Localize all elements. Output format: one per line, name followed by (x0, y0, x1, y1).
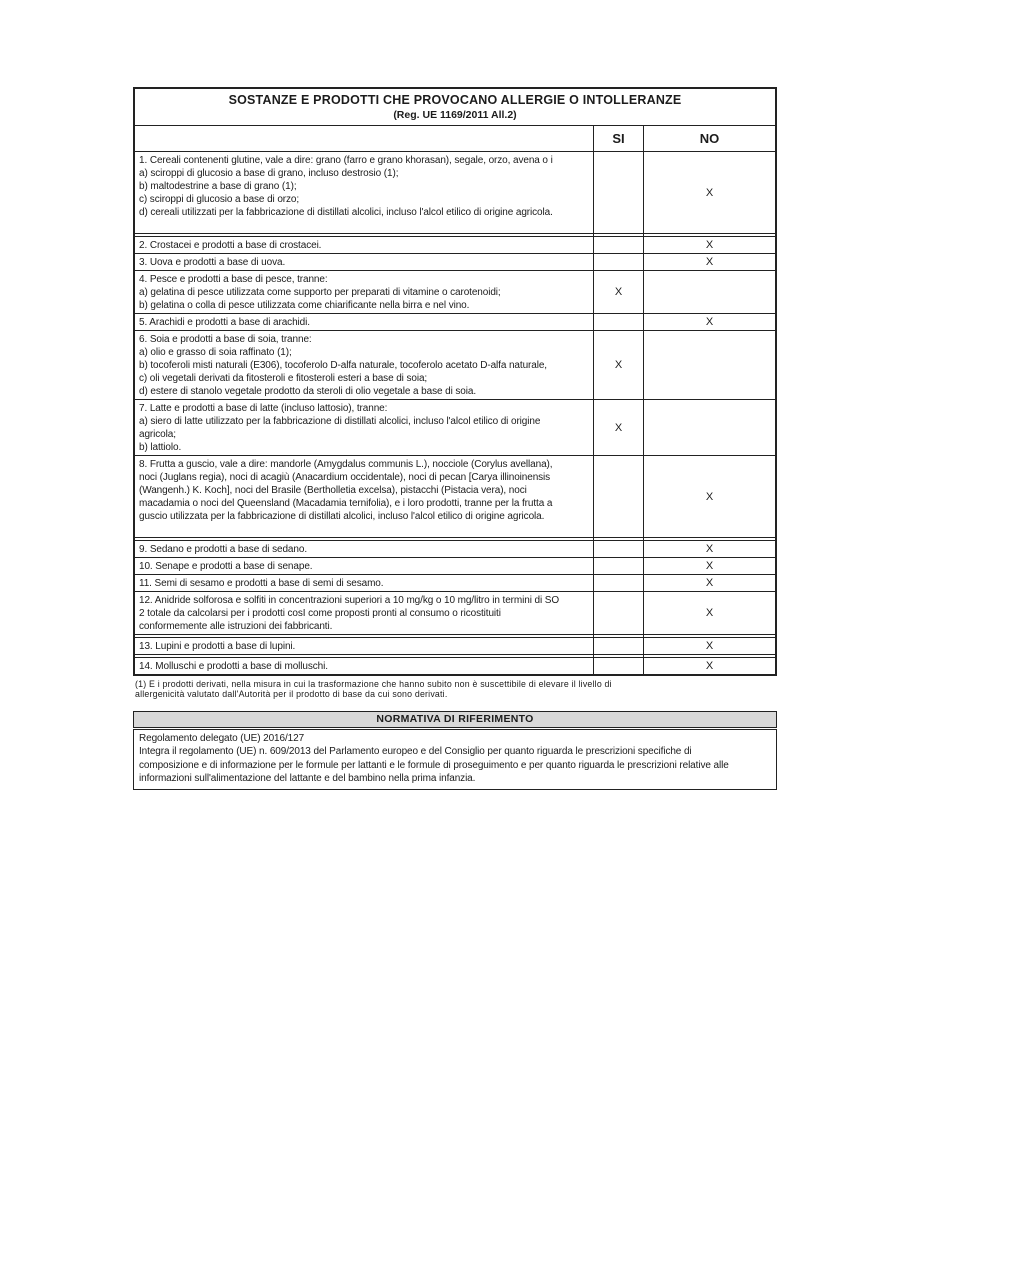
substance-cell (135, 237, 594, 253)
si-mark-cell (594, 254, 644, 270)
column-header-no: NO (699, 131, 720, 146)
substance-cell (135, 456, 594, 537)
substance-line (139, 219, 589, 232)
spacer-no-cell (644, 655, 775, 657)
substance-line: 12. Anidride solforosa e solfiti in concentrazioni superiori a 10 mg/kg o 10 mg/litro in termini di SO (139, 595, 560, 606)
table-row (135, 575, 775, 592)
si-mark-cell (594, 314, 644, 330)
table-body (135, 152, 775, 674)
substance-cell (135, 152, 594, 233)
normativa-section (133, 711, 777, 791)
substance-line: 9. Sedano e prodotti a base di sedano. (139, 544, 307, 555)
substance-line: 5. Arachidi e prodotti a base di arachidi. (139, 317, 310, 328)
substance-line: a) olio e grasso di soia raffinato (1); (139, 347, 292, 358)
column-header-substance (135, 126, 594, 151)
substance-cell (135, 400, 594, 455)
substance-cell (135, 658, 594, 674)
substance-line: 2. Crostacei e prodotti a base di crostacei. (139, 240, 322, 251)
no-mark-cell: X (705, 660, 714, 672)
substance-cell (135, 575, 594, 591)
normativa-line: Regolamento delegato (UE) 2016/127 (139, 732, 305, 744)
si-mark-cell (594, 541, 644, 557)
document-page (133, 87, 777, 790)
substance-line: b) tocoferoli misti naturali (E306), tocoferolo D-alfa naturale, tocoferolo acetato D-alfa naturale, (139, 360, 547, 371)
substance-cell (135, 638, 594, 654)
no-mark-cell: X (705, 186, 714, 199)
table-row (135, 237, 775, 254)
substance-line: 7. Latte e prodotti a base di latte (incluso lattosio), tranne: (139, 403, 388, 414)
substance-line: macadamia o noci del Queensland (Macadamia ternifolia), e i loro prodotti, tranne per la frutta a (139, 498, 553, 509)
normativa-line: Integra il regolamento (UE) n. 609/2013 del Parlamento europeo e del Consiglio per quanto riguarda le prescrizioni specifiche di (139, 746, 692, 758)
spacer-si-cell (594, 635, 644, 637)
column-header-si: SI (594, 126, 644, 151)
substance-line: a) gelatina di pesce utilizzata come supporto per preparati di vitamine o carotenoidi; (139, 287, 501, 298)
si-mark-cell: X (594, 271, 644, 313)
substance-line: b) lattiolo. (139, 442, 182, 453)
si-mark-cell (594, 237, 644, 253)
spacer-no-cell (644, 635, 775, 637)
no-mark-cell: X (705, 256, 714, 268)
normativa-title: NORMATIVA DI RIFERIMENTO (133, 711, 777, 728)
table-title-block (135, 89, 775, 126)
no-mark-cell (644, 271, 775, 313)
substance-line: c) oli vegetali derivati da fitosteroli e fitosteroli esteri a base di soia; (139, 373, 428, 384)
substance-line: d) estere di stanolo vegetale prodotto da steroli di olio vegetale a base di soia. (139, 386, 477, 397)
normativa-line: composizione e di informazione per le formule per lattanti e le formule di proseguimento e per quanto riguarda le prescrizioni relative alle (139, 759, 729, 771)
footnote-line: allergenicità valutato dall'Autorità per il prodotto di base da cui sono derivati. (135, 689, 448, 700)
si-mark-cell (594, 152, 644, 233)
no-mark-cell: X (705, 607, 714, 619)
substance-line: a) sciroppi di glucosio a base di grano, incluso destrosio (1); (139, 168, 399, 179)
table-row (135, 271, 775, 314)
si-mark-cell (594, 638, 644, 654)
substance-line: b) maltodestrine a base di grano (1); (139, 181, 297, 192)
substance-line: guscio utilizzata per la fabbricazione di distillati alcolici, incluso l'alcol etilico di origine agricola. (139, 511, 545, 522)
substance-line: 6. Soia e prodotti a base di soia, tranne: (139, 334, 312, 345)
table-row (135, 456, 775, 538)
substance-cell (135, 558, 594, 574)
substance-line: conformemente alle istruzioni dei fabbricanti. (139, 621, 333, 632)
normativa-line: informazioni sull'alimentazione del lattante e del bambino nella prima infanzia. (139, 773, 476, 785)
no-mark-cell: X (705, 640, 714, 652)
table-row (135, 592, 775, 635)
table-row (135, 400, 775, 456)
footnote-line: (1) E i prodotti derivati, nella misura in cui la trasformazione che hanno subito non è suscettibile di elevare il livello di (135, 679, 612, 689)
footnote (133, 679, 777, 700)
table-row (135, 658, 775, 674)
substance-line: 10. Senape e prodotti a base di senape. (139, 561, 313, 572)
si-mark-cell (594, 456, 644, 537)
substance-line: (Wangenh.) K. Koch], noci del Brasile (Bertholletia excelsa), pistacchi (Pistacia vera), noci (139, 485, 527, 496)
table-row (135, 541, 775, 558)
substance-line: 14. Molluschi e prodotti a base di molluschi. (139, 661, 328, 672)
spacer-no-cell (644, 234, 775, 236)
si-mark-cell: X (594, 400, 644, 455)
si-mark-cell (594, 592, 644, 634)
substance-cell (135, 592, 594, 634)
no-mark-cell: X (705, 239, 714, 251)
substance-cell (135, 541, 594, 557)
table-row (135, 331, 775, 400)
table-row (135, 152, 775, 234)
substance-cell (135, 331, 594, 399)
table-title: SOSTANZE E PRODOTTI CHE PROVOCANO ALLERGIE O INTOLLERANZE (228, 93, 682, 107)
no-mark-cell: X (705, 316, 714, 328)
substance-line: agricola; (139, 429, 176, 440)
no-mark-cell: X (705, 543, 714, 555)
spacer-si-cell (594, 655, 644, 657)
table-row (135, 638, 775, 655)
si-mark-cell (594, 558, 644, 574)
substance-line: b) gelatina o colla di pesce utilizzata come chiarificante nella birra e nel vino. (139, 300, 470, 311)
table-header-row (135, 126, 775, 152)
table-row (135, 558, 775, 575)
spacer-si-cell (594, 538, 644, 540)
substance-line: d) cereali utilizzati per la fabbricazione di distillati alcolici, incluso l'alcol etilico di origine agricola. (139, 207, 553, 218)
substance-line (139, 523, 589, 536)
substance-line: a) siero di latte utilizzato per la fabbricazione di distillati alcolici, incluso l'alcol etilico di origine (139, 416, 541, 427)
substance-line: 11. Semi di sesamo e prodotti a base di semi di sesamo. (139, 578, 384, 589)
no-mark-cell: X (705, 560, 714, 572)
si-mark-cell (594, 575, 644, 591)
substance-cell (135, 271, 594, 313)
substance-cell (135, 254, 594, 270)
no-mark-cell: X (705, 490, 714, 503)
table-subtitle: (Reg. UE 1169/2011 All.2) (393, 109, 517, 121)
substance-line: 13. Lupini e prodotti a base di lupini. (139, 641, 296, 652)
table-row (135, 314, 775, 331)
si-mark-cell (594, 658, 644, 674)
spacer-si-cell (594, 234, 644, 236)
substance-line: 1. Cereali contenenti glutine, vale a dire: grano (farro e grano khorasan), segale, orzo, avena o i (139, 155, 553, 166)
si-mark-cell: X (594, 331, 644, 399)
no-mark-cell (644, 331, 775, 399)
substance-line: 4. Pesce e prodotti a base di pesce, tranne: (139, 274, 328, 285)
table-row (135, 254, 775, 271)
no-mark-cell: X (705, 577, 714, 589)
substance-line: 8. Frutta a guscio, vale a dire: mandorle (Amygdalus communis L.), nocciole (Corylus avellana), (139, 459, 553, 470)
spacer-no-cell (644, 538, 775, 540)
substance-line: c) sciroppi di glucosio a base di orzo; (139, 194, 300, 205)
substance-line: 3. Uova e prodotti a base di uova. (139, 257, 286, 268)
normativa-body (133, 729, 777, 791)
no-mark-cell (644, 400, 775, 455)
substance-cell (135, 314, 594, 330)
allergen-table (133, 87, 777, 676)
substance-line: noci (Juglans regia), noci di acagiù (Anacardium occidentale), noci di pecan [Carya illinoinensis (139, 472, 551, 483)
substance-line: 2 totale da calcolarsi per i prodotti cosI come proposti pronti al consumo o ricostituiti (139, 608, 501, 619)
